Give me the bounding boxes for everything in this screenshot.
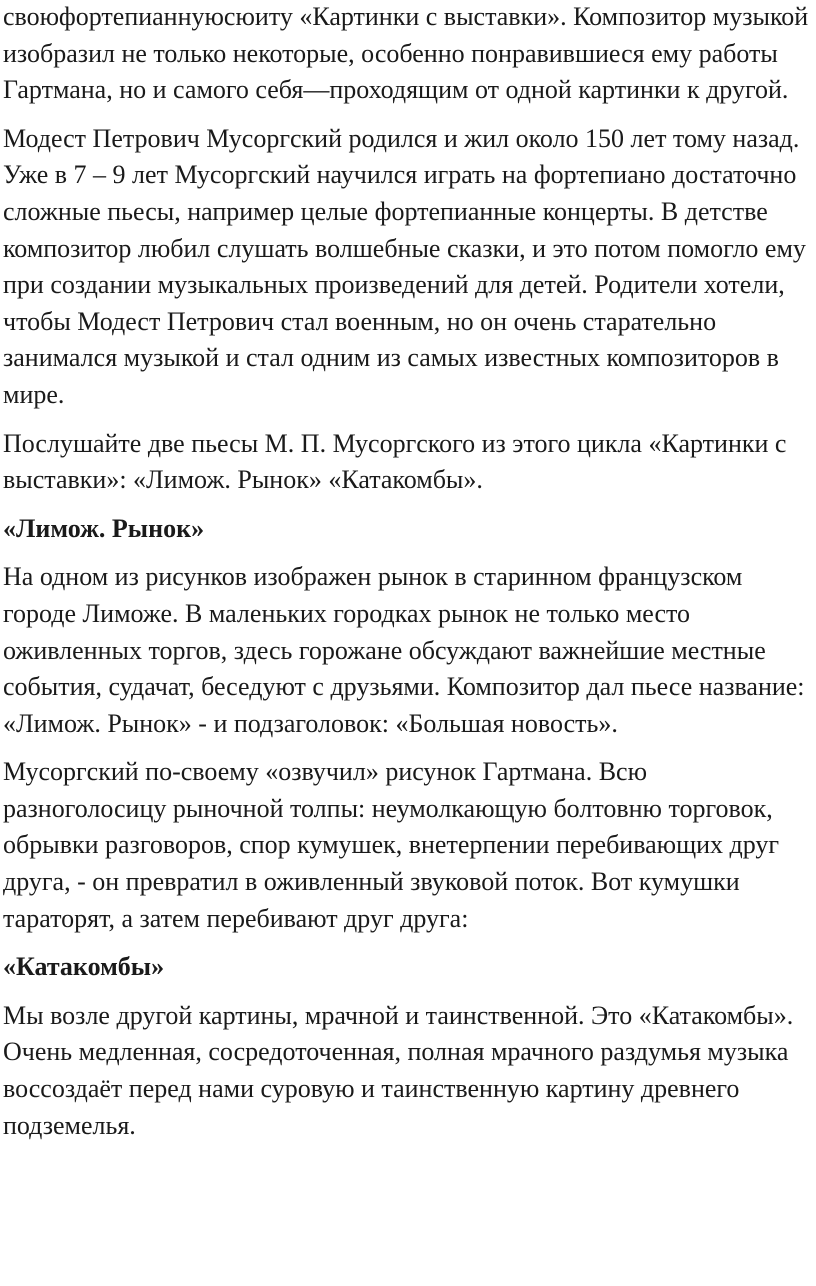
paragraph-limoges-description: На одном из рисунков изображен рынок в старинном французском городе Лиможе. В маленьких городках рынок не только место оживленных торгов, здесь горожане обсуждают важнейшие местные события, судачат, беседуют с друзьями. Композитор дал пьесе название: «Лимож. Рынок» - и подзаголовок: «Большая новость». xyxy=(3,562,805,738)
heading-limoges-market: «Лимож. Рынок» xyxy=(3,513,205,543)
paragraph-listen-pieces: Послушайте две пьесы М. П. Мусоргского из этого цикла «Картинки с выставки»: «Лимож. Рынок» «Катакомбы». xyxy=(3,428,787,495)
paragraph-limoges-music: Мусоргский по-своему «озвучил» рисунок Гартмана. Всю разноголосицу рыночной толпы: неумолкающую болтовню торговок, обрывки разговоров, спор кумушек, внетерпении перебивающих друг друга, - он превратил в оживленный звуковой поток. Вот кумушки тараторят, а затем перебивают друг друга: xyxy=(3,757,780,933)
heading-catacombs: «Катакомбы» xyxy=(3,952,165,982)
paragraph-catacombs-description: Мы возле другой картины, мрачной и таинственной. Это «Катакомбы». Очень медленная, сосредоточенная, полная мрачного раздумья музыка воссоздаёт перед нами суровую и таинственную картину древнего подземелья. xyxy=(3,1000,794,1140)
paragraph-mussorgsky-biography: Модест Петрович Мусоргский родился и жил около 150 лет тому назад. Уже в 7 – 9 лет Мусоргский научился играть на фортепиано достаточно сложные пьесы, например целые фортепианные концерты. В детстве композитор любил слушать волшебные сказки, и это потом помогло ему при создании музыкальных произведений для детей. Родители хотели, чтобы Модест Петрович стал военным, но он очень старательно занимался музыкой и стал одним из самых известных композиторов в мире. xyxy=(3,123,806,409)
paragraph-intro-suite: своюфортепианнуюсюиту «Картинки с выставки». Композитор музыкой изобразил не только некоторые, особенно понравившиеся ему работы Гартмана, но и самого себя—проходящим от одной картинки к другой. xyxy=(3,2,809,105)
document-page xyxy=(3,0,815,1144)
